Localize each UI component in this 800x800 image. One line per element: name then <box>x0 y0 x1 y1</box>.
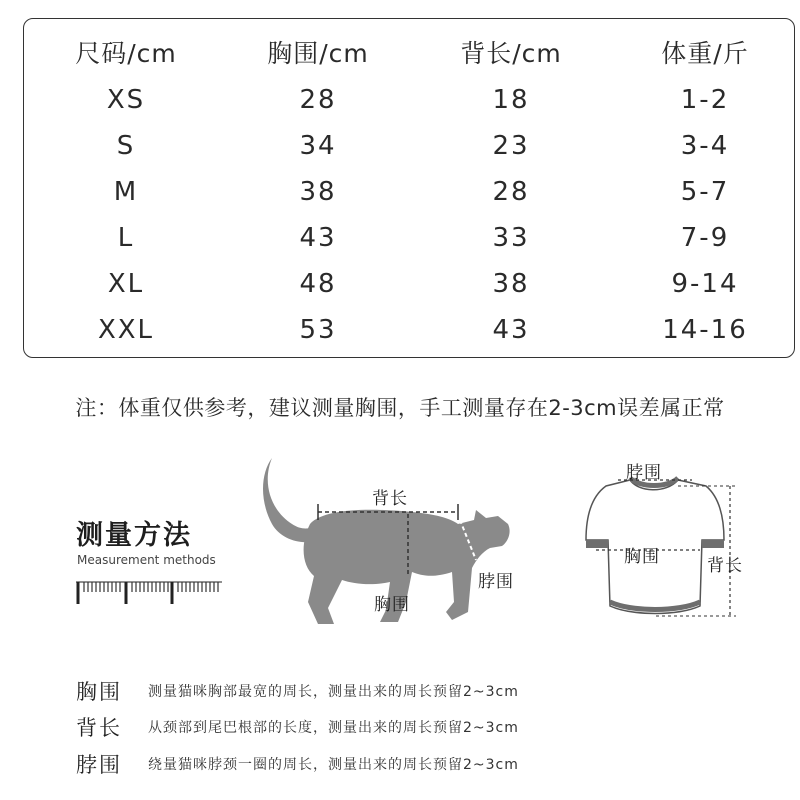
size-cell: L <box>117 223 135 253</box>
description-term: 脖围 <box>76 753 122 777</box>
cat-chest-label: 胸围 <box>374 595 410 615</box>
header-back-length: 背长/cm <box>460 39 562 68</box>
weight-cell: 14-16 <box>662 315 748 345</box>
table-row <box>24 215 794 261</box>
shirt-back-length-label: 背长 <box>707 556 743 576</box>
header-weight: 体重/斤 <box>661 39 749 68</box>
chest-cell: 43 <box>299 223 337 253</box>
description-neck <box>76 749 519 779</box>
measurement-title: 测量方法 <box>76 520 192 551</box>
description-chest <box>76 676 519 706</box>
cat-neck-label: 脖围 <box>478 572 514 592</box>
ruler-icon <box>76 574 222 606</box>
back-length-cell: 33 <box>492 223 530 253</box>
back-length-cell: 28 <box>492 177 530 207</box>
back-length-cell: 43 <box>492 315 530 345</box>
size-table <box>23 18 795 358</box>
weight-cell: 3-4 <box>680 131 730 161</box>
description-text: 绕量猫咪脖颈一圈的周长，测量出来的周长预留2~3cm <box>148 757 519 773</box>
header-size: 尺码/cm <box>75 39 177 68</box>
description-text: 测量猫咪胸部最宽的周长，测量出来的周长预留2~3cm <box>148 684 519 700</box>
chest-cell: 28 <box>299 85 337 115</box>
size-cell: S <box>116 131 136 161</box>
chest-cell: 38 <box>299 177 337 207</box>
measurement-subtitle: Measurement methods <box>77 553 216 567</box>
size-cell: XS <box>106 85 146 115</box>
chest-cell: 53 <box>299 315 337 345</box>
size-cell: XXL <box>97 315 155 345</box>
chest-cell: 48 <box>299 269 337 299</box>
weight-note: 注：体重仅供参考，建议测量胸围，手工测量存在2-3cm误差属正常 <box>75 396 725 420</box>
weight-cell: 1-2 <box>680 85 730 115</box>
description-text: 从颈部到尾巴根部的长度，测量出来的周长预留2~3cm <box>148 720 519 736</box>
cat-back-length-label: 背长 <box>372 489 408 509</box>
back-length-cell: 18 <box>492 85 530 115</box>
table-row <box>24 77 794 123</box>
description-term: 背长 <box>76 716 122 740</box>
description-back-length <box>76 712 519 742</box>
back-length-cell: 38 <box>492 269 530 299</box>
shirt-chest-label: 胸围 <box>624 547 660 567</box>
shirt-outline-icon <box>578 456 758 626</box>
weight-cell: 9-14 <box>671 269 739 299</box>
table-row <box>24 307 794 353</box>
weight-cell: 7-9 <box>680 223 730 253</box>
chest-cell: 34 <box>299 131 337 161</box>
back-length-cell: 23 <box>492 131 530 161</box>
description-term: 胸围 <box>76 680 122 704</box>
table-row <box>24 123 794 169</box>
table-row <box>24 261 794 307</box>
weight-cell: 5-7 <box>680 177 730 207</box>
size-cell: M <box>113 177 139 207</box>
size-cell: XL <box>107 269 145 299</box>
table-header-row <box>24 31 794 77</box>
shirt-neck-label: 脖围 <box>626 463 662 483</box>
header-chest: 胸围/cm <box>267 39 369 68</box>
table-row <box>24 169 794 215</box>
